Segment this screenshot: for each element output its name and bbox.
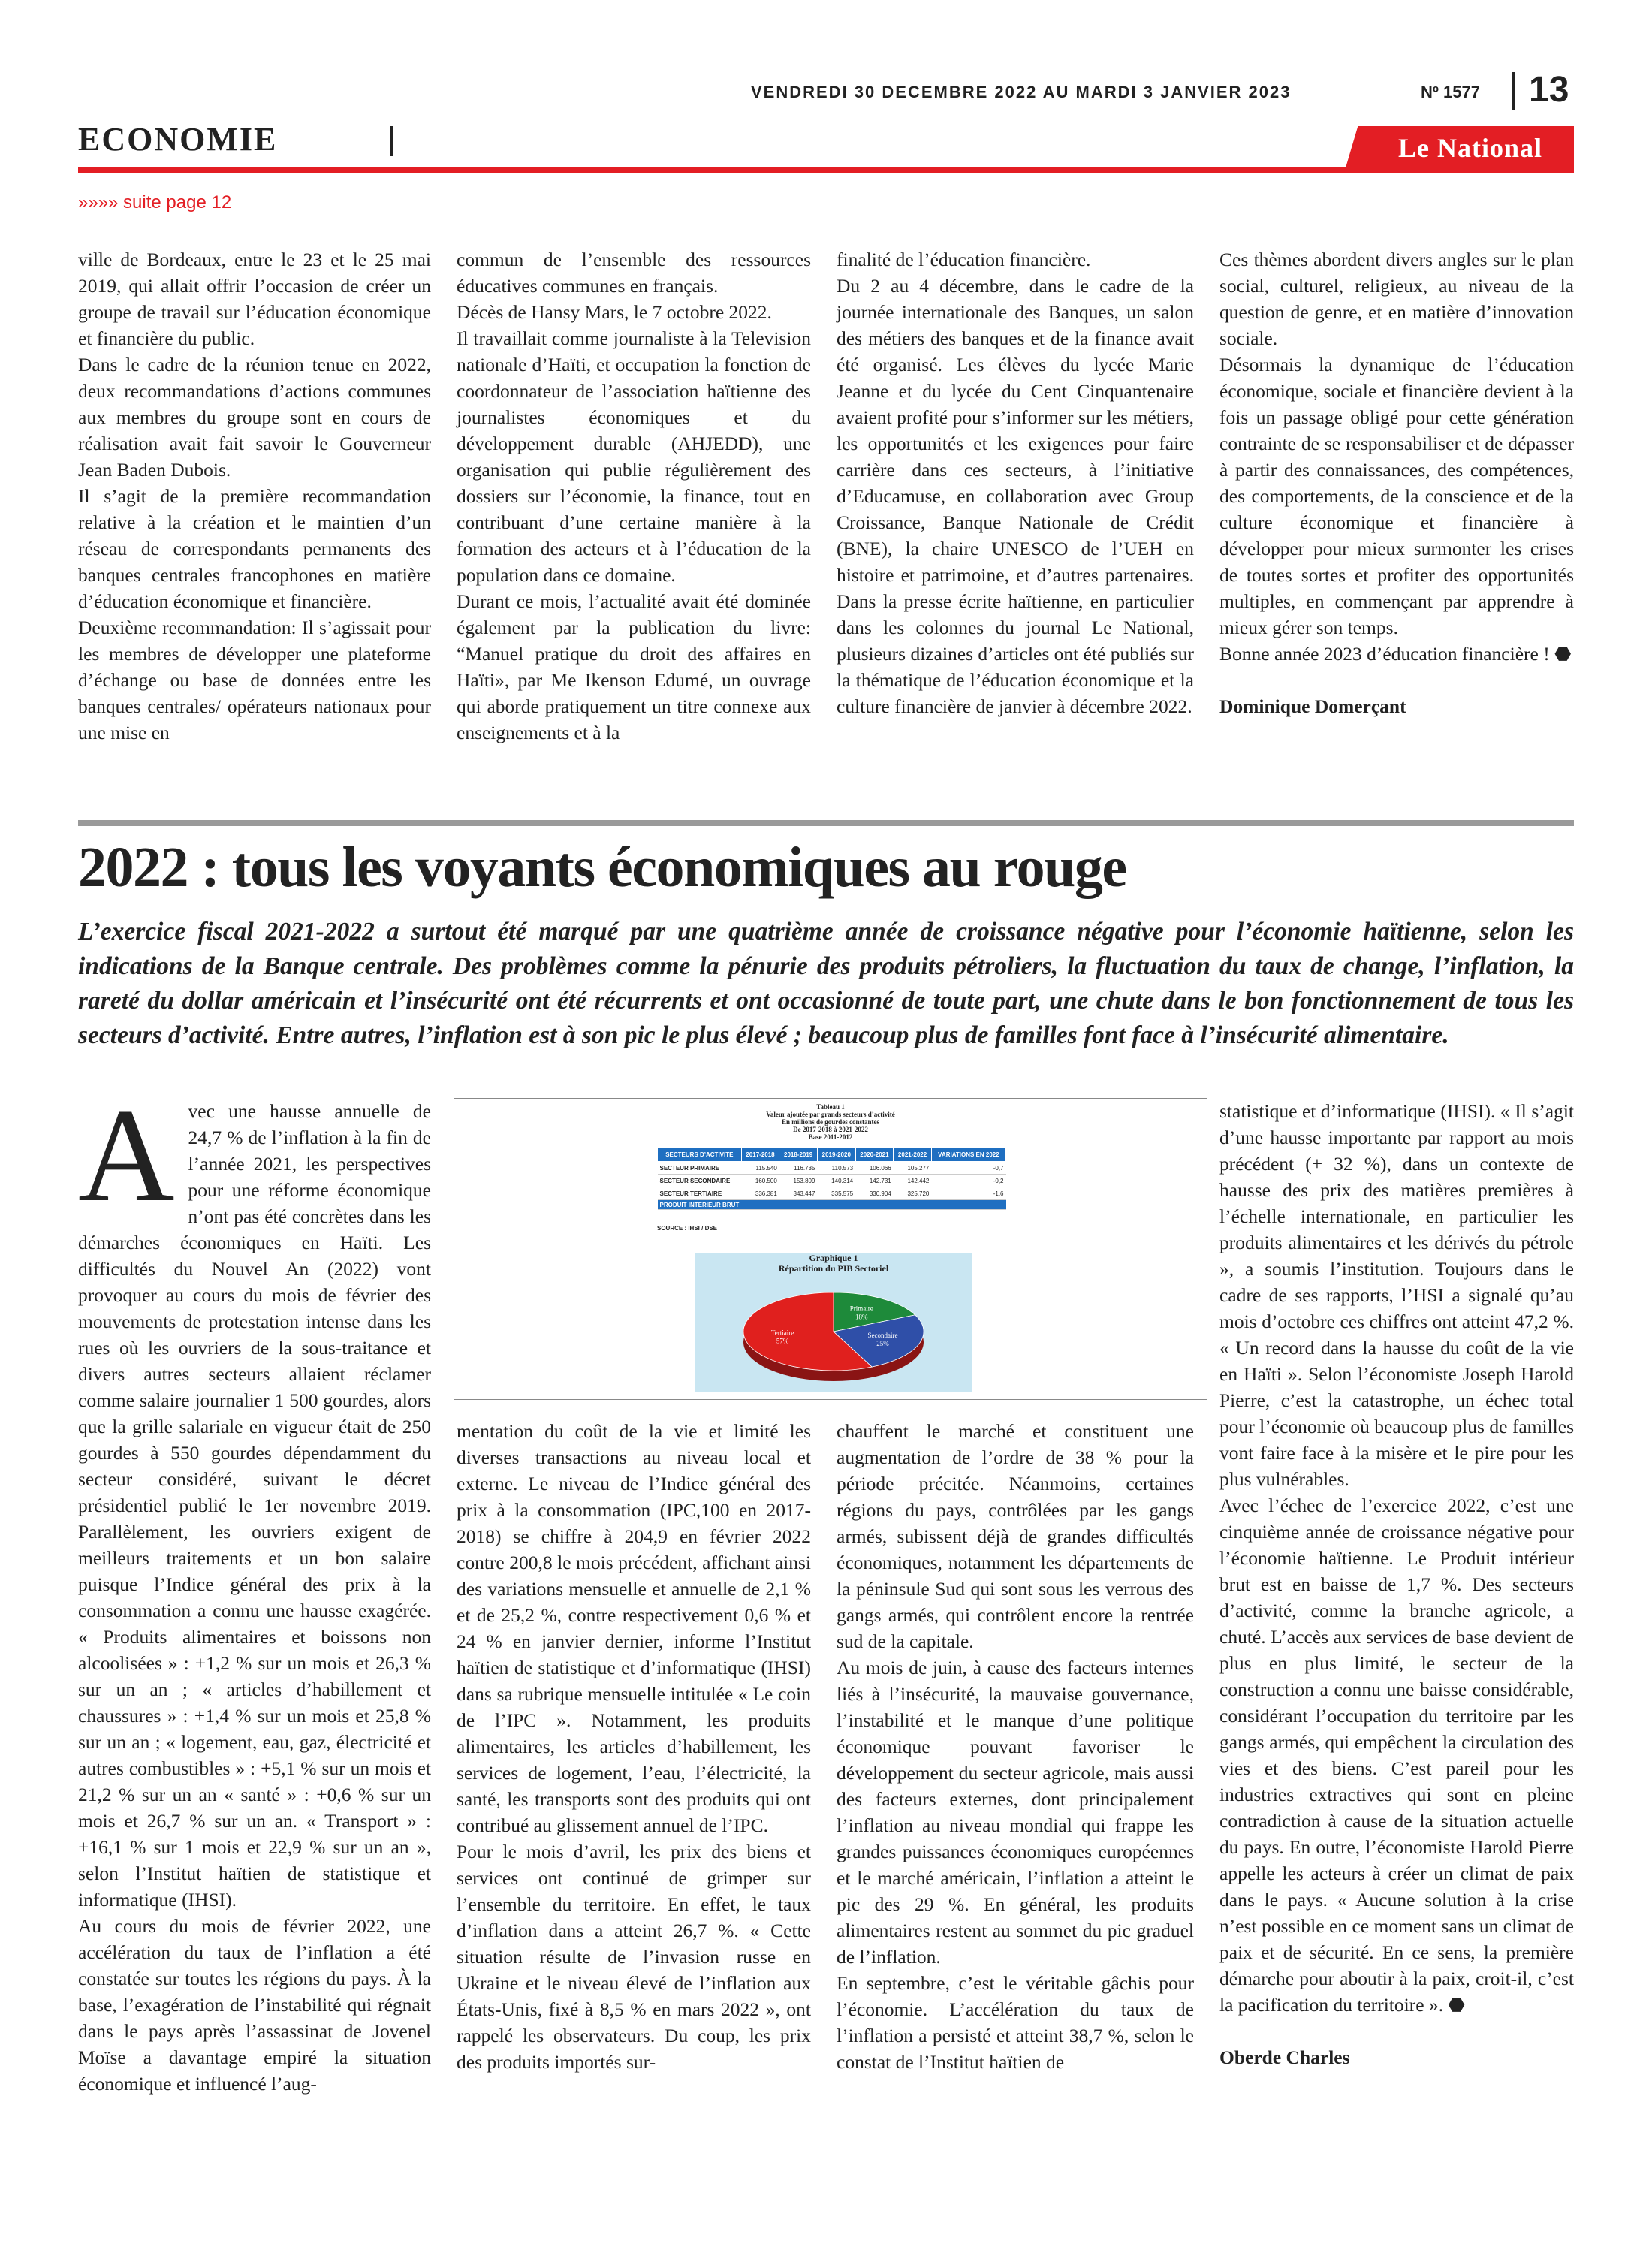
paragraph: Bonne année 2023 d’éducation financière ! ⬣ (1219, 643, 1572, 665)
table-total-row (658, 1200, 1006, 1210)
paragraph: Du 2 au 4 décembre, dans le cadre de la journée internationale des Banques, un salon des métiers des banques et de la finance avait été organisé. Les élèves du lycée Marie Jeanne et du lycée du Cent Cinquantenaire avaient profité pour s’informer sur les métiers, les opportunités et les exigences pour faire carrière dans ces secteurs, à l’initiative d’Educamuse, en collaboration avec Group Croissance, Banque Nationale de Crédit (BNE), la chaire UNESCO de l’UEH en histoire et patrimoine, et d’autres partenaires. Dans la presse écrite haïtienne, en particulier dans les colonnes du journal Le National, plusieurs dizaines d’articles ont été publiés sur la thématique de l’éducation économique et la culture financière de janvier à décembre 2022. (837, 275, 1194, 717)
pie-label: Primaire (849, 1304, 873, 1313)
header-divider (1512, 72, 1515, 110)
paragraph: Il s’agit de la première recommandation relative à la création et le maintien d’un réseau de correspondants permanents des banques centrales francophones en matière d’éducation économique et financière. (78, 485, 431, 612)
paragraph: finalité de l’éducation financière. (837, 249, 1091, 270)
paragraph: statistique et d’informatique (IHSI). « Il s’agit d’une hausse importante par rapport au mois précédent (+ 32 %), dans un contexte de hausse des prix des matières premières à l’échelle internationale, en particulier les produits alimentaires et les dérivés du pétrole », a soumis l’institution. Toujours dans le cadre de ses rapports, l’HSI a signalé qu’au mois d’octobre ces chiffres ont atteint 47,2 %. « Un record dans la hausse du coût de la vie en Haïti ». Selon l’économiste Joseph Harold Pierre, c’est la catastrophe, un échec total pour l’économie où beaucoup plus de familles vont faire face à la misère et le pire pour les plus vulnérables. (1219, 1100, 1574, 1490)
pie-label: Secondaire (867, 1332, 898, 1340)
author-byline: Dominique Domerçant (1219, 695, 1406, 717)
table-cell: 325.720 (894, 1187, 932, 1200)
pie-title-line: Répartition du PIB Sectoriel (778, 1263, 889, 1274)
paragraph: Décès de Hansy Mars, le 7 octobre 2022. (457, 301, 772, 323)
table-cell: SECTEUR PRIMAIRE (658, 1162, 742, 1175)
table-header-row (658, 1148, 1006, 1162)
table-cell: SECTEUR SECONDAIRE (658, 1175, 742, 1187)
pie-chart (695, 1253, 972, 1392)
table-header-cell: VARIATIONS EN 2022 (931, 1148, 1005, 1162)
table-cell: 336.381 (741, 1187, 779, 1200)
table-title-line: De 2017-2018 à 2021-2022 (793, 1126, 868, 1133)
paragraph: Au cours du mois de février 2022, une accélération du taux de l’inflation a été constatée sur toutes les régions du pays. À la base, l’exagération de l’instabilité qui régnait dans le pays après l’assassinat de Jovenel Moïse a davantage empiré la situation économique et influencé l’aug- (78, 1915, 431, 2095)
top-article-column-1 (78, 246, 431, 746)
section-divider (390, 126, 393, 156)
article-separator (78, 820, 1574, 826)
table-cell: 115.540 (741, 1162, 779, 1175)
table-header-cell: SECTEURS D’ACTIVITE (658, 1148, 742, 1162)
table-row (658, 1162, 1006, 1175)
drop-cap: A (78, 1081, 175, 1229)
table-title-line: Tableau 1 (816, 1103, 845, 1111)
page-number: 13 (1529, 70, 1569, 110)
table-row (658, 1187, 1006, 1200)
paragraph: commun de l’ensemble des ressources éducatives communes en français. (457, 249, 811, 297)
main-article-column-2 (457, 1418, 811, 2075)
pie-label: Tertiaire (770, 1329, 794, 1337)
table-row (658, 1175, 1006, 1187)
paragraph: mentation du coût de la vie et limité les diverses transactions au niveau local et externe. Le niveau de l’Indice général des prix à la consommation (IPC,100 en 2017-2018) se chiffre à 204,9 en février 2022 contre 200,8 le mois précédent, affichant ainsi des variations mensuelle et annuelle de 2,1 % et de 25,2 %, contre respectivement 0,6 % et 24 % en janvier dernier, informe l’Institut haïtien de statistique et d’informatique (IHSI) dans sa rubrique mensuelle intitulée « Le coin de l’IPC ». Notamment, les produits alimentaires, les articles d’habillement, les services de logement, l’eau, l’électricité, la santé, les transports sont des produits qui ont contribué au glissement annuel de l’IPC. (457, 1420, 811, 1836)
table-cell: 343.447 (779, 1187, 818, 1200)
table-title-line: En millions de gourdes constantes (781, 1118, 880, 1126)
table-header-cell: 2018-2019 (779, 1148, 818, 1162)
issue-date: VENDREDI 30 DECEMBRE 2022 AU MARDI 3 JANVIER 2023 (751, 83, 1292, 101)
table-title-line: Base 2011-2012 (808, 1133, 853, 1141)
paragraph: vec une hausse annuelle de 24,7 % de l’inflation à la fin de l’année 2021, les perspectives pour une réforme économique n’ont pas été concrètes dans les démarches économiques en Haïti. Les difficultés du Nouvel An (2022) vont provoquer au cours du mois de février des mouvements de protestation intense dans les rues où les ouvriers de la sous-traitance et divers autres secteurs allaient réclamer comme salaire journalier 1 500 gourdes, alors que la grille salariale en vigueur était de 250 gourdes à 550 gourdes dépendamment du secteur considéré, suivant le décret présidentiel publié le 1er novembre 2019. Parallèlement, les ouvriers exigent de meilleurs traitements et un bon salaire puisque l’Indice général des prix à la consommation a connu une hausse exagérée. « Produits alimentaires et boissons non alcoolisées » : +1,2 % sur un mois et 26,3 % sur un an ; « articles d’habillement et chaussures » : +1,4 % sur un mois et 25,8 % sur un an ; « logement, eau, gaz, électricité et autres combustibles » : +5,1 % sur un mois et 21,2 % sur un an « santé » : +0,6 % sur un mois et 26,7 % sur un an. « Transport » : +16,1 % sur 1 mois et 22,9 % sur un an », selon l’Institut haïtien de statistique et informatique (IHSI). (78, 1100, 431, 1911)
table-cell: 335.575 (817, 1187, 855, 1200)
table-cell: 153.809 (779, 1175, 818, 1187)
table-cell: 140.314 (817, 1175, 855, 1187)
paragraph: Désormais la dynamique de l’éducation économique, sociale et financière devient à la fois un passage obligé pour cette génération contrainte de se responsabiliser et de dépasser à partir des connaissances, des compétences, des comportements, de la conscience et de la culture économique et financière à développer pour mieux surmonter les crises de toutes sortes et profiter des opportunités multiples, en commençant par apprendre à mieux gérer son temps. (1219, 354, 1574, 638)
table-total-label: PRODUIT INTERIEUR BRUT (658, 1200, 1006, 1210)
table-header-cell: 2019-2020 (817, 1148, 855, 1162)
paragraph: En septembre, c’est le véritable gâchis pour l’économie. L’accélération du taux de l’inflation a persisté et atteint 38,7 %, selon le constat de l’Institut haïtien de (837, 1972, 1194, 2073)
table-cell: -0,2 (931, 1175, 1005, 1187)
main-article-column-4 (1219, 1098, 1574, 2071)
pie-chart-panel (695, 1253, 972, 1392)
table-title-line: Valeur ajoutée par grands secteurs d’activité (766, 1111, 895, 1118)
paragraph: Ces thèmes abordent divers angles sur le plan social, culturel, religieux, au niveau de la question de genre, et en matière d’innovation sociale. (1219, 249, 1574, 349)
section-title: ECONOMIE (78, 121, 278, 158)
table-cell: -0,7 (931, 1162, 1005, 1175)
paragraph: Durant ce mois, l’actualité avait été dominée également par la publication du livre: “Manuel pratique du droit des affaires en Haïti», par Me Ikenson Edumé, un ouvrage qui aborde pratiquement un titre connexe aux enseignements et à la (457, 590, 811, 743)
table-cell: 106.066 (855, 1162, 894, 1175)
figure-box (454, 1098, 1207, 1400)
paragraph: Au mois de juin, à cause des facteurs internes liés à l’insécurité, la mauvaise gouvernance, l’instabilité et le manque d’une politique économique pouvant favoriser le développement du secteur agricole, mais aussi des facteurs externes, dont principalement l’inflation au niveau mondial qui frappe les grandes puissances économiques européennes et le marché américain, l’inflation a atteint le pic des 29 %. En général, les produits alimentaires restent au sommet du pic graduel de l’inflation. (837, 1657, 1194, 1968)
paragraph: Pour le mois d’avril, les prix des biens et services ont continué de grimper sur l’ensemble du territoire. En effet, le taux d’inflation dans a atteint 26,7 %. « Cette situation résulte de l’invasion russe en Ukraine et le niveau élevé de l’inflation aux États-Unis, fixé à 8,5 % en mars 2022 », ont rappelé les observateurs. Du coup, les prix des produits importés sur- (457, 1841, 811, 2073)
paragraph: chauffent le marché et constituent une augmentation de l’ordre de 38 % pour la période précitée. Néanmoins, certaines régions du pays, contrôlées par les gangs armés, subissent déjà de grandes difficultés économiques, notamment les départements de la péninsule Sud qui sont sous les verrous des gangs armés, qui contrôlent encore la rentrée sud de la capitale. (837, 1420, 1194, 1652)
headline: 2022 : tous les voyants économiques au rouge (78, 836, 1126, 899)
pie-title-line: Graphique 1 (809, 1253, 858, 1263)
main-article-column-1 (78, 1081, 431, 2097)
table-title (454, 1103, 1207, 1141)
table-cell: 142.731 (855, 1175, 894, 1187)
top-article-column-2 (457, 246, 811, 746)
table-cell: -1,6 (931, 1187, 1005, 1200)
table-cell: 116.735 (779, 1162, 818, 1175)
main-article-column-3 (837, 1418, 1194, 2075)
table-cell: 160.500 (741, 1175, 779, 1187)
table-source: SOURCE : IHSI / DSE (657, 1225, 718, 1232)
paragraph: Avec l’échec de l’exercice 2022, c’est une cinquième année de croissance négative pour l’économie haïtienne. Le Produit intérieur brut est en baisse de 1,7 %. Des secteurs d’activité, comme la branche agricole, a chuté. L’accès aux services de base devient de plus en plus limité, le secteur de la construction a connu une baisse considérable, considérant l’occupation du territoire par les gangs armés, qui empêchent la circulation des vies et des biens. C’est pareil pour les industries extractives qui sont en pleine contradiction à cause de la situation actuelle du pays. En outre, l’économiste Harold Pierre appelle les acteurs à créer un climat de paix dans le pays. « Aucune solution à la crise n’est possible en ce moment sans un climat de paix et de sécurité. En ce sens, la première démarche pour aboutir à la paix, croit-il, c’est la pacification du territoire ». ⬣ (1219, 1494, 1574, 2016)
paragraph: Dans le cadre de la réunion tenue en 2022, deux recommandations d’actions communes aux membres du groupe sont en cours de réalisation avait fait savoir le Gouverneur Jean Baden Dubois. (78, 354, 431, 481)
table-cell: 142.442 (894, 1175, 932, 1187)
author-byline: Oberde Charles (1219, 2046, 1350, 2068)
paragraph: Il travaillait comme journaliste à la Television nationale d’Haïti, et occupation la fonction de coordonnateur de l’association haïtienne des journalistes économiques et du développement durable (AHJEDD), une organisation qui publie régulièrement des dossiers sur l’économie, la finance, tout en contribuant d’une certaine manière à la formation des acteurs et à l’éducation de la population dans ce domaine. (457, 327, 811, 586)
table-header-cell: 2017-2018 (741, 1148, 779, 1162)
top-article-column-3 (837, 246, 1194, 719)
table-cell: 105.277 (894, 1162, 932, 1175)
table-cell: 110.573 (817, 1162, 855, 1175)
continued-from-link[interactable]: »»»» suite page 12 (78, 192, 232, 213)
pie-value-label: 18% (855, 1313, 868, 1321)
issue-number: Nº 1577 (1421, 83, 1480, 101)
table-cell: SECTEUR TERTIAIRE (658, 1187, 742, 1200)
table-cell: 330.904 (855, 1187, 894, 1200)
sector-table (657, 1147, 1006, 1210)
pie-value-label: 25% (876, 1340, 889, 1348)
top-article-column-4 (1219, 246, 1574, 719)
table-header-cell: 2020-2021 (855, 1148, 894, 1162)
pie-value-label: 57% (776, 1337, 789, 1345)
table-header-cell: 2021-2022 (894, 1148, 932, 1162)
paragraph: ville de Bordeaux, entre le 23 et le 25 mai 2019, qui allait offrir l’occasion de créer un groupe de travail sur l’éducation économique et financière du public. (78, 249, 431, 349)
paragraph: Deuxième recommandation: Il s’agissait pour les membres de développer une plateforme d’échange ou base de données entre les banques centrales/ opérateurs nationaux pour une mise en (78, 617, 431, 743)
lede: L’exercice fiscal 2021-2022 a surtout été marqué par une quatrième année de croissance négative pour l’économie haïtienne, selon les indications de la Banque centrale. Des problèmes comme la pénurie des produits pétroliers, la fluctuation du taux de change, l’inflation, la rareté du dollar américain et l’insécurité ont été récurrents et ont occasionné de toute part, une chute dans le bon fonctionnement de tous les secteurs d’activité. Entre autres, l’inflation est à son pic le plus élevé ; beaucoup plus de familles font face à l’insécurité alimentaire. (78, 918, 1574, 1049)
paper-name: Le National (1397, 133, 1542, 163)
